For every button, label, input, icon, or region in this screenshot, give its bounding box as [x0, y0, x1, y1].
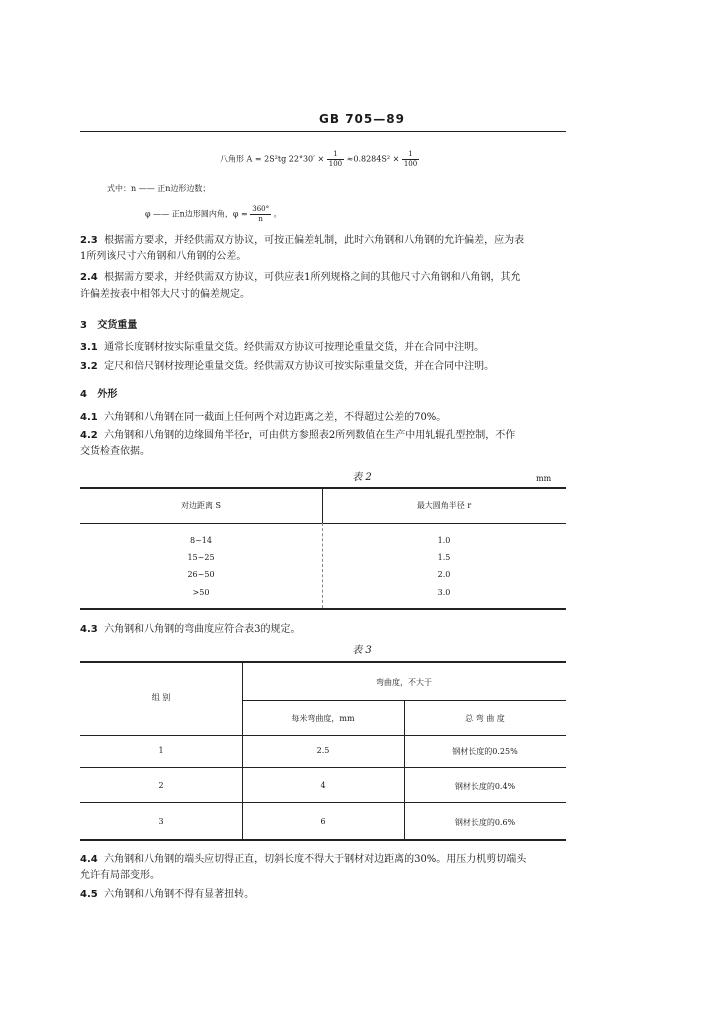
table-2-caption: 表 2: [352, 472, 372, 483]
table-2-r-cell: 2.0: [437, 570, 451, 579]
formula-legend-phi: φ —— 正n边形圆内角，φ = $\frac{360^\circ}{n}$ 。: [145, 205, 282, 223]
table-2-s-cell: >50: [192, 588, 210, 597]
formula-fraction-2: $\frac{1}{100}$: [403, 150, 418, 168]
table-3-header-rule: [80, 735, 566, 736]
table-3-total-cell: 钢材长度的0.4%: [454, 782, 516, 791]
clause-4-4-cont: 允许有局部变形。: [80, 870, 160, 881]
table-3-per-m-cell: 4: [320, 781, 326, 790]
clause-4-4: 4.4 六角钢和八角钢的端头应切得正直，切斜长度不得大于钢材对边距离的30%。用压力机剪切端头: [80, 854, 527, 865]
table-3-group-cell: 3: [158, 817, 164, 826]
table-2-top-rule: [80, 487, 566, 489]
table-3-caption: 表 3: [352, 645, 372, 656]
clause-3-2: 3.2 定尺和倍尺钢材按理论重量交货。经供需双方协议可按实际重量交货，并在合同中注明。: [80, 361, 495, 372]
table-2-r-cell: 1.5: [437, 553, 451, 562]
phi-fraction: $\frac{360^\circ}{n}$: [252, 205, 270, 223]
table-3-total-cell: 钢材长度的0.25%: [452, 747, 518, 756]
table-3-row-rule: [80, 767, 566, 768]
table-2-header-divider: [322, 489, 323, 523]
table-2-r-cell: 1.0: [437, 536, 451, 545]
table-3-row-rule: [80, 802, 566, 803]
table-3-per-m-cell: 2.5: [316, 746, 330, 755]
table-3-group-cell: 2: [158, 781, 164, 790]
table-2-s-cell: 26~50: [187, 570, 215, 579]
table-2-r-cell: 3.0: [437, 588, 451, 597]
clause-2-3-cont: 1所列该尺寸六角钢和八角钢的公差。: [80, 251, 247, 262]
formula-mid: ≈0.8284S² ×: [346, 154, 400, 164]
table-2-bottom-rule: [80, 608, 566, 610]
table-3-group-cell: 1: [158, 746, 164, 755]
octagon-area-formula: [220, 150, 419, 169]
table-2-s-cell: 8~14: [190, 536, 212, 545]
table-3-col-group: 组 别: [151, 693, 171, 702]
table-2-col-s: 对边距离 S: [180, 501, 222, 510]
clause-4-2: 4.2 六角钢和八角钢的边缘圆角半径r，可由供方参照表2所列数值在生产中用轧辊孔型控制，不作: [80, 430, 516, 441]
table-3-sub-per-meter: 每米弯曲度，mm: [291, 714, 355, 723]
table-2-unit: mm: [536, 474, 552, 483]
formula-lhs: 八角形 A = 2S²tg 22°30′ ×: [220, 154, 325, 164]
header-rule: [80, 131, 566, 132]
table-2-s-cell: 15~25: [187, 553, 215, 562]
formula-fraction-1: $\frac{1}{100}$: [328, 150, 343, 168]
table-3-top-rule: [80, 661, 566, 663]
section-3-heading: 3 交货重量: [80, 320, 138, 331]
table-3-sub-total: 总 弯 曲 度: [465, 714, 505, 723]
clause-4-5: 4.5 六角钢和八角钢不得有显著扭转。: [80, 889, 255, 900]
clause-4-1: 4.1 六角钢和八角钢在同一截面上任何两个对边距离之差，不得超过公差的70%。: [80, 412, 447, 423]
table-2-col-r: 最大圆角半径 r: [416, 501, 472, 510]
table-3-total-cell: 钢材长度的0.6%: [454, 818, 516, 827]
standard-number: GB 705—89: [319, 112, 405, 126]
clause-4-3: 4.3 六角钢和八角钢的弯曲度应符合表3的规定。: [80, 624, 301, 635]
table-2-header-rule: [80, 523, 566, 524]
section-4-heading: 4 外形: [80, 389, 118, 400]
table-3-col-bend: 弯曲度，不大于: [376, 678, 432, 687]
formula-legend-n: 式中：n —— 正n边形边数；: [107, 184, 211, 193]
clause-2-3: 2.3 根据需方要求，并经供需双方协议，可按正偏差轧制，此时六角钢和八角钢的允许偏差，应为表: [80, 235, 525, 246]
clause-2-4-cont: 许偏差按表中相邻大尺寸的偏差规定。: [80, 289, 250, 300]
table-3-per-m-cell: 6: [320, 817, 326, 826]
clause-4-2-cont: 交货检查依据。: [80, 446, 150, 457]
clause-3-1: 3.1 通常长度钢材按实际重量交货。经供需双方协议可按理论重量交货，并在合同中注明。: [80, 342, 485, 353]
clause-2-4: 2.4 根据需方要求，并经供需双方协议，可供应表1所列规格之间的其他尺寸六角钢和八角钢，其允: [80, 272, 521, 283]
table-3-bottom-rule: [80, 839, 566, 841]
